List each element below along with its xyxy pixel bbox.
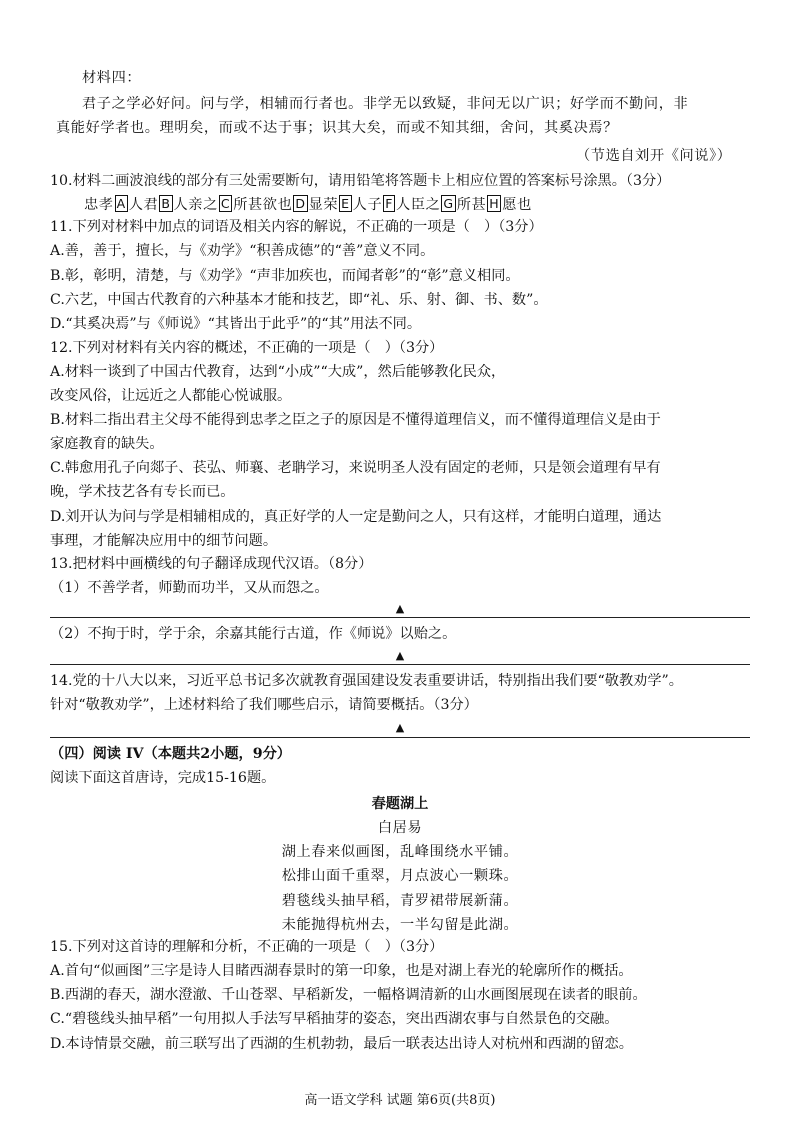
q10-answer-box-c[interactable]: C	[220, 196, 231, 211]
q10-sentence-segment: 所甚欲也	[233, 197, 293, 213]
q10-answer-box-e[interactable]: E	[341, 196, 350, 211]
q10-sentence-segment: 人亲之	[173, 197, 218, 213]
section-intro: 阅读下面这首唐诗，完成15-16题。	[50, 770, 276, 786]
poem-title: 春题湖上	[371, 796, 429, 812]
q12-option-a-line1: A.材料一谈到了中国古代教育，达到“小成”“大成”，然后能够教化民众，	[50, 364, 506, 380]
q10-answer-box-b[interactable]: B	[161, 196, 171, 211]
q15-option-b: B.西湖的春天，湖水澄澈、千山苍翠、早稻新发，一幅格调清新的山水画图展现在读者的眼前。	[50, 987, 647, 1003]
q10-sentence-segment: 人子	[352, 197, 383, 213]
q10-answer-box-a[interactable]: A	[116, 196, 126, 211]
q14-stem-line2: 针对“敬教劝学”，上述材料给了我们哪些启示，请简要概括。（3分）	[50, 697, 478, 713]
q13-sentence-2: （2）不拘于时，学于余，余嘉其能行古道，作《师说》以贻之。	[50, 626, 457, 642]
q15-stem: 15.下列对这首诗的理解和分析，不正确的一项是（ ）（3分）	[50, 939, 444, 955]
q10-sentence-segment: 显荣	[308, 197, 339, 213]
q10-sentence-segment: 忠孝	[84, 197, 114, 213]
q13-stem: 13.把材料中画横线的句子翻译成现代汉语。（8分）	[50, 556, 373, 572]
poem-author: 白居易	[377, 820, 423, 836]
q12-option-a-line2: 改变风俗，让远近之人都能心悦诚服。	[50, 388, 292, 404]
q12-stem: 12.下列对材料有关内容的概述，不正确的一项是（ ）（3分）	[50, 340, 444, 356]
q10-answer-box-g[interactable]: G	[443, 196, 454, 211]
answer-line	[50, 664, 750, 665]
poem-line: 未能抛得杭州去，一半勾留是此湖。	[281, 917, 519, 933]
answer-marker-triangle: ▲	[395, 649, 405, 662]
q11-option-d: D.“其奚决焉”与《师说》“其皆出于此乎”的“其”用法不同。	[50, 316, 422, 332]
q12-option-c-line1: C.韩愈用孔子向郯子、苌弘、师襄、老聃学习，来说明圣人没有固定的老师，只是领会道理有早有	[50, 460, 661, 476]
q10-stem: 10.材料二画波浪线的部分有三处需要断句，请用铅笔将答题卡上相应位置的答案标号涂黑。（3分）	[50, 173, 671, 189]
q14-stem-line1: 14.党的十八大以来，习近平总书记多次就教育强国建设发表重要讲话，特别指出我们要“敬教劝学”。	[50, 673, 683, 689]
poem-line: 碧毯线头抽早稻，青罗裙带展新蒲。	[281, 893, 519, 909]
q10-answer-box-h[interactable]: H	[489, 196, 500, 211]
q12-option-c-line2: 晚，学术技艺各有专长而已。	[50, 484, 235, 500]
q10-sentence-segment: 愿也	[502, 197, 532, 213]
q10-answer-box-d[interactable]: D	[295, 196, 306, 211]
q12-option-d-line2: 事理，才能解决应用中的细节问题。	[50, 533, 278, 549]
q11-option-c: C.六艺，中国古代教育的六种基本才能和技艺，即“礼、乐、射、御、书、数”。	[50, 292, 548, 308]
poem-line: 湖上春来似画图，乱峰围绕水平铺。	[281, 844, 519, 860]
material4-text-line1: 君子之学必好问。问与学，相辅而行者也。非学无以致疑，非问无以广识；好学而不勤问，非	[82, 96, 689, 112]
answer-marker-triangle: ▲	[395, 602, 405, 615]
material4-text-line2: 真能好学者也。理明矣，而或不达于事；识其大矣，而或不知其细，舍问，其奚决焉？	[56, 120, 618, 136]
answer-marker-triangle: ▲	[395, 721, 405, 734]
q10-sentence-segment: 所甚	[456, 197, 487, 213]
q13-sentence-1: （1）不善学者，师勤而功半，又从而怨之。	[50, 580, 329, 596]
q12-option-b-line1: B.材料二指出君主父母不能得到忠孝之臣之子的原因是不懂得道理信义，而不懂得道理信义是由于	[50, 412, 661, 428]
material4-label: 材料四：	[82, 70, 142, 86]
q10-sentence-segment: 人臣之	[396, 197, 441, 213]
q12-option-d-line1: D.刘开认为问与学是相辅相成的，真正好学的人一定是勤问之人，只有这样，才能明白道理，通达	[50, 509, 662, 525]
q10-answer-box-f[interactable]: F	[385, 196, 394, 211]
q12-option-b-line2: 家庭教育的缺失。	[50, 436, 164, 452]
section-heading: （四）阅读 IV（本题共2小题，9分）	[50, 746, 291, 762]
answer-line	[50, 737, 750, 738]
q11-option-b: B.彰，彰明，清楚，与《劝学》“声非加疾也，而闻者彰”的“彰”意义相同。	[50, 268, 520, 284]
material4-source: （节选自刘开《问说》）	[576, 148, 732, 164]
answer-line	[50, 617, 750, 618]
q10-sentence-segment: 人君	[128, 197, 159, 213]
page-footer: 高一语文学科 试题 第6页(共8页)	[304, 1093, 496, 1108]
q15-option-c: C.“碧毯线头抽早稻”一句用拟人手法写早稻抽芽的姿态，突出西湖农事与自然景色的交融。	[50, 1011, 619, 1027]
q15-option-a: A.首句“似画图”三字是诗人目睹西湖春景时的第一印象，也是对湖上春光的轮廓所作的概括。	[50, 963, 633, 979]
poem-line: 松排山面千重翠，月点波心一颗珠。	[281, 868, 519, 884]
q15-option-d: D.本诗情景交融，前三联写出了西湖的生机勃勃，最后一联表达出诗人对杭州和西湖的留恋。	[50, 1036, 633, 1052]
q10-sentence	[84, 194, 532, 216]
q11-option-a: A.善，善于，擅长，与《劝学》“积善成德”的“善”意义不同。	[50, 243, 435, 259]
q11-stem: 11.下列对材料中加点的词语及相关内容的解说，不正确的一项是（ ）（3分）	[50, 219, 543, 235]
